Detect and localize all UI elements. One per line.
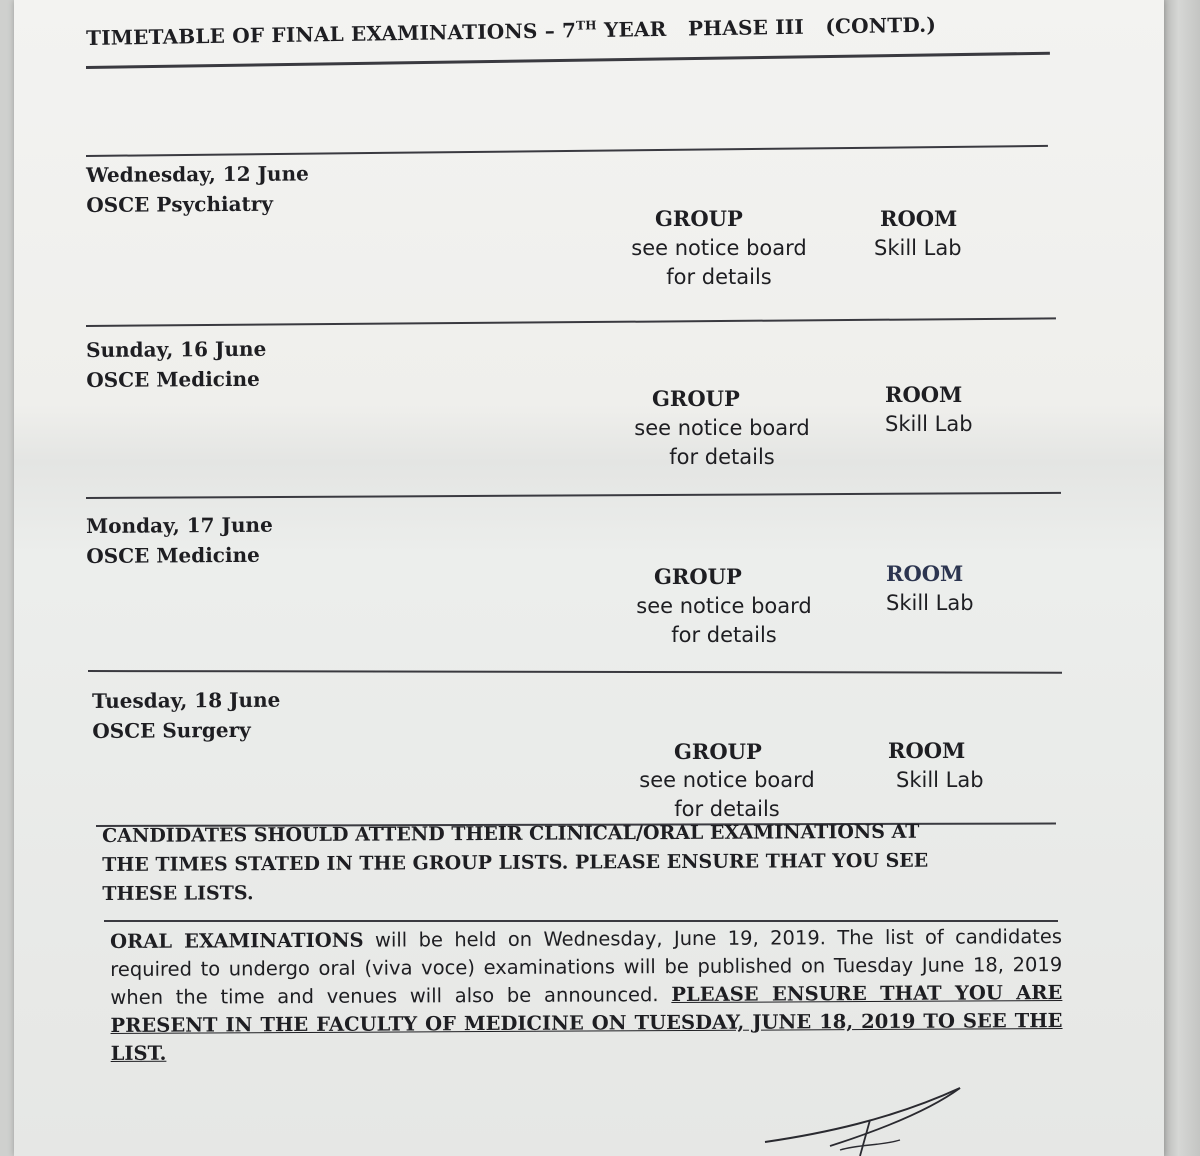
room-value: Skill Lab <box>885 412 973 436</box>
session-4-heading <box>92 685 281 746</box>
session-3-heading <box>86 510 273 571</box>
divider <box>104 920 1058 922</box>
oral-examinations-paragraph <box>110 923 1063 1068</box>
room-label: ROOM <box>880 206 958 231</box>
oral-emphasis: PLEASE ENSURE THAT YOU ARE PRESENT IN THE FACULTY OF MEDICINE ON TUESDAY, JUNE 18, 2019 TO SEE THE LIST. <box>110 981 1063 1065</box>
group-line-1: see notice board <box>634 416 810 440</box>
divider <box>88 670 1062 673</box>
group-detail <box>622 766 832 824</box>
group-line-1: see notice board <box>636 594 812 618</box>
group-line-1: see notice board <box>631 236 807 260</box>
group-detail <box>619 592 829 650</box>
notice-line-3: THESE LISTS. <box>102 882 254 905</box>
group-label: GROUP <box>652 386 740 411</box>
session-date: Tuesday, 18 June <box>92 687 281 713</box>
session-exam: OSCE Surgery <box>92 717 251 743</box>
group-line-2: for details <box>666 265 772 289</box>
session-1-heading <box>86 158 309 220</box>
session-exam: OSCE Medicine <box>86 366 260 392</box>
group-detail <box>614 234 824 292</box>
oral-body: will be held on Wednesday, June 19, 2019. The list of candidates required to undergo oral (viva voce) examinations will be published on Tuesday June 18, 2019 when the time and venues will also be announced. <box>110 925 1063 1009</box>
oral-lead: ORAL EXAMINATIONS <box>110 928 364 953</box>
group-line-1: see notice board <box>639 768 815 792</box>
group-line-2: for details <box>674 797 780 821</box>
session-2-heading <box>86 334 267 395</box>
notice-line-1: CANDIDATES SHOULD ATTEND THEIR CLINICAL/ORAL EXAMINATIONS AT <box>102 820 920 847</box>
session-exam: OSCE Psychiatry <box>86 191 273 217</box>
room-value: Skill Lab <box>886 591 974 615</box>
title-main: TIMETABLE OF FINAL EXAMINATIONS – 7 <box>86 18 577 50</box>
group-line-2: for details <box>671 623 777 647</box>
session-date: Sunday, 16 June <box>86 336 267 362</box>
signature-mark <box>760 1080 980 1156</box>
room-value: Skill Lab <box>896 768 984 792</box>
attendance-notice <box>102 817 1062 909</box>
divider <box>86 145 1048 157</box>
title-underline <box>86 52 1050 69</box>
title-superscript: TH <box>576 18 597 33</box>
room-value: Skill Lab <box>874 236 962 260</box>
room-label: ROOM <box>886 561 964 586</box>
notice-line-2: THE TIMES STATED IN THE GROUP LISTS. PLEASE ENSURE THAT YOU SEE <box>102 849 929 876</box>
group-label: GROUP <box>674 739 762 764</box>
title-rest: YEAR PHASE III (CONTD.) <box>596 12 937 42</box>
session-date: Wednesday, 12 June <box>86 161 309 187</box>
group-label: GROUP <box>654 564 742 589</box>
room-label: ROOM <box>885 382 963 407</box>
group-line-2: for details <box>669 445 775 469</box>
group-detail <box>617 414 827 472</box>
session-date: Monday, 17 June <box>86 512 273 538</box>
divider <box>86 492 1061 499</box>
session-exam: OSCE Medicine <box>86 542 260 568</box>
room-label: ROOM <box>888 738 966 763</box>
page-title <box>86 13 936 50</box>
divider <box>86 317 1056 326</box>
group-label: GROUP <box>655 206 743 231</box>
